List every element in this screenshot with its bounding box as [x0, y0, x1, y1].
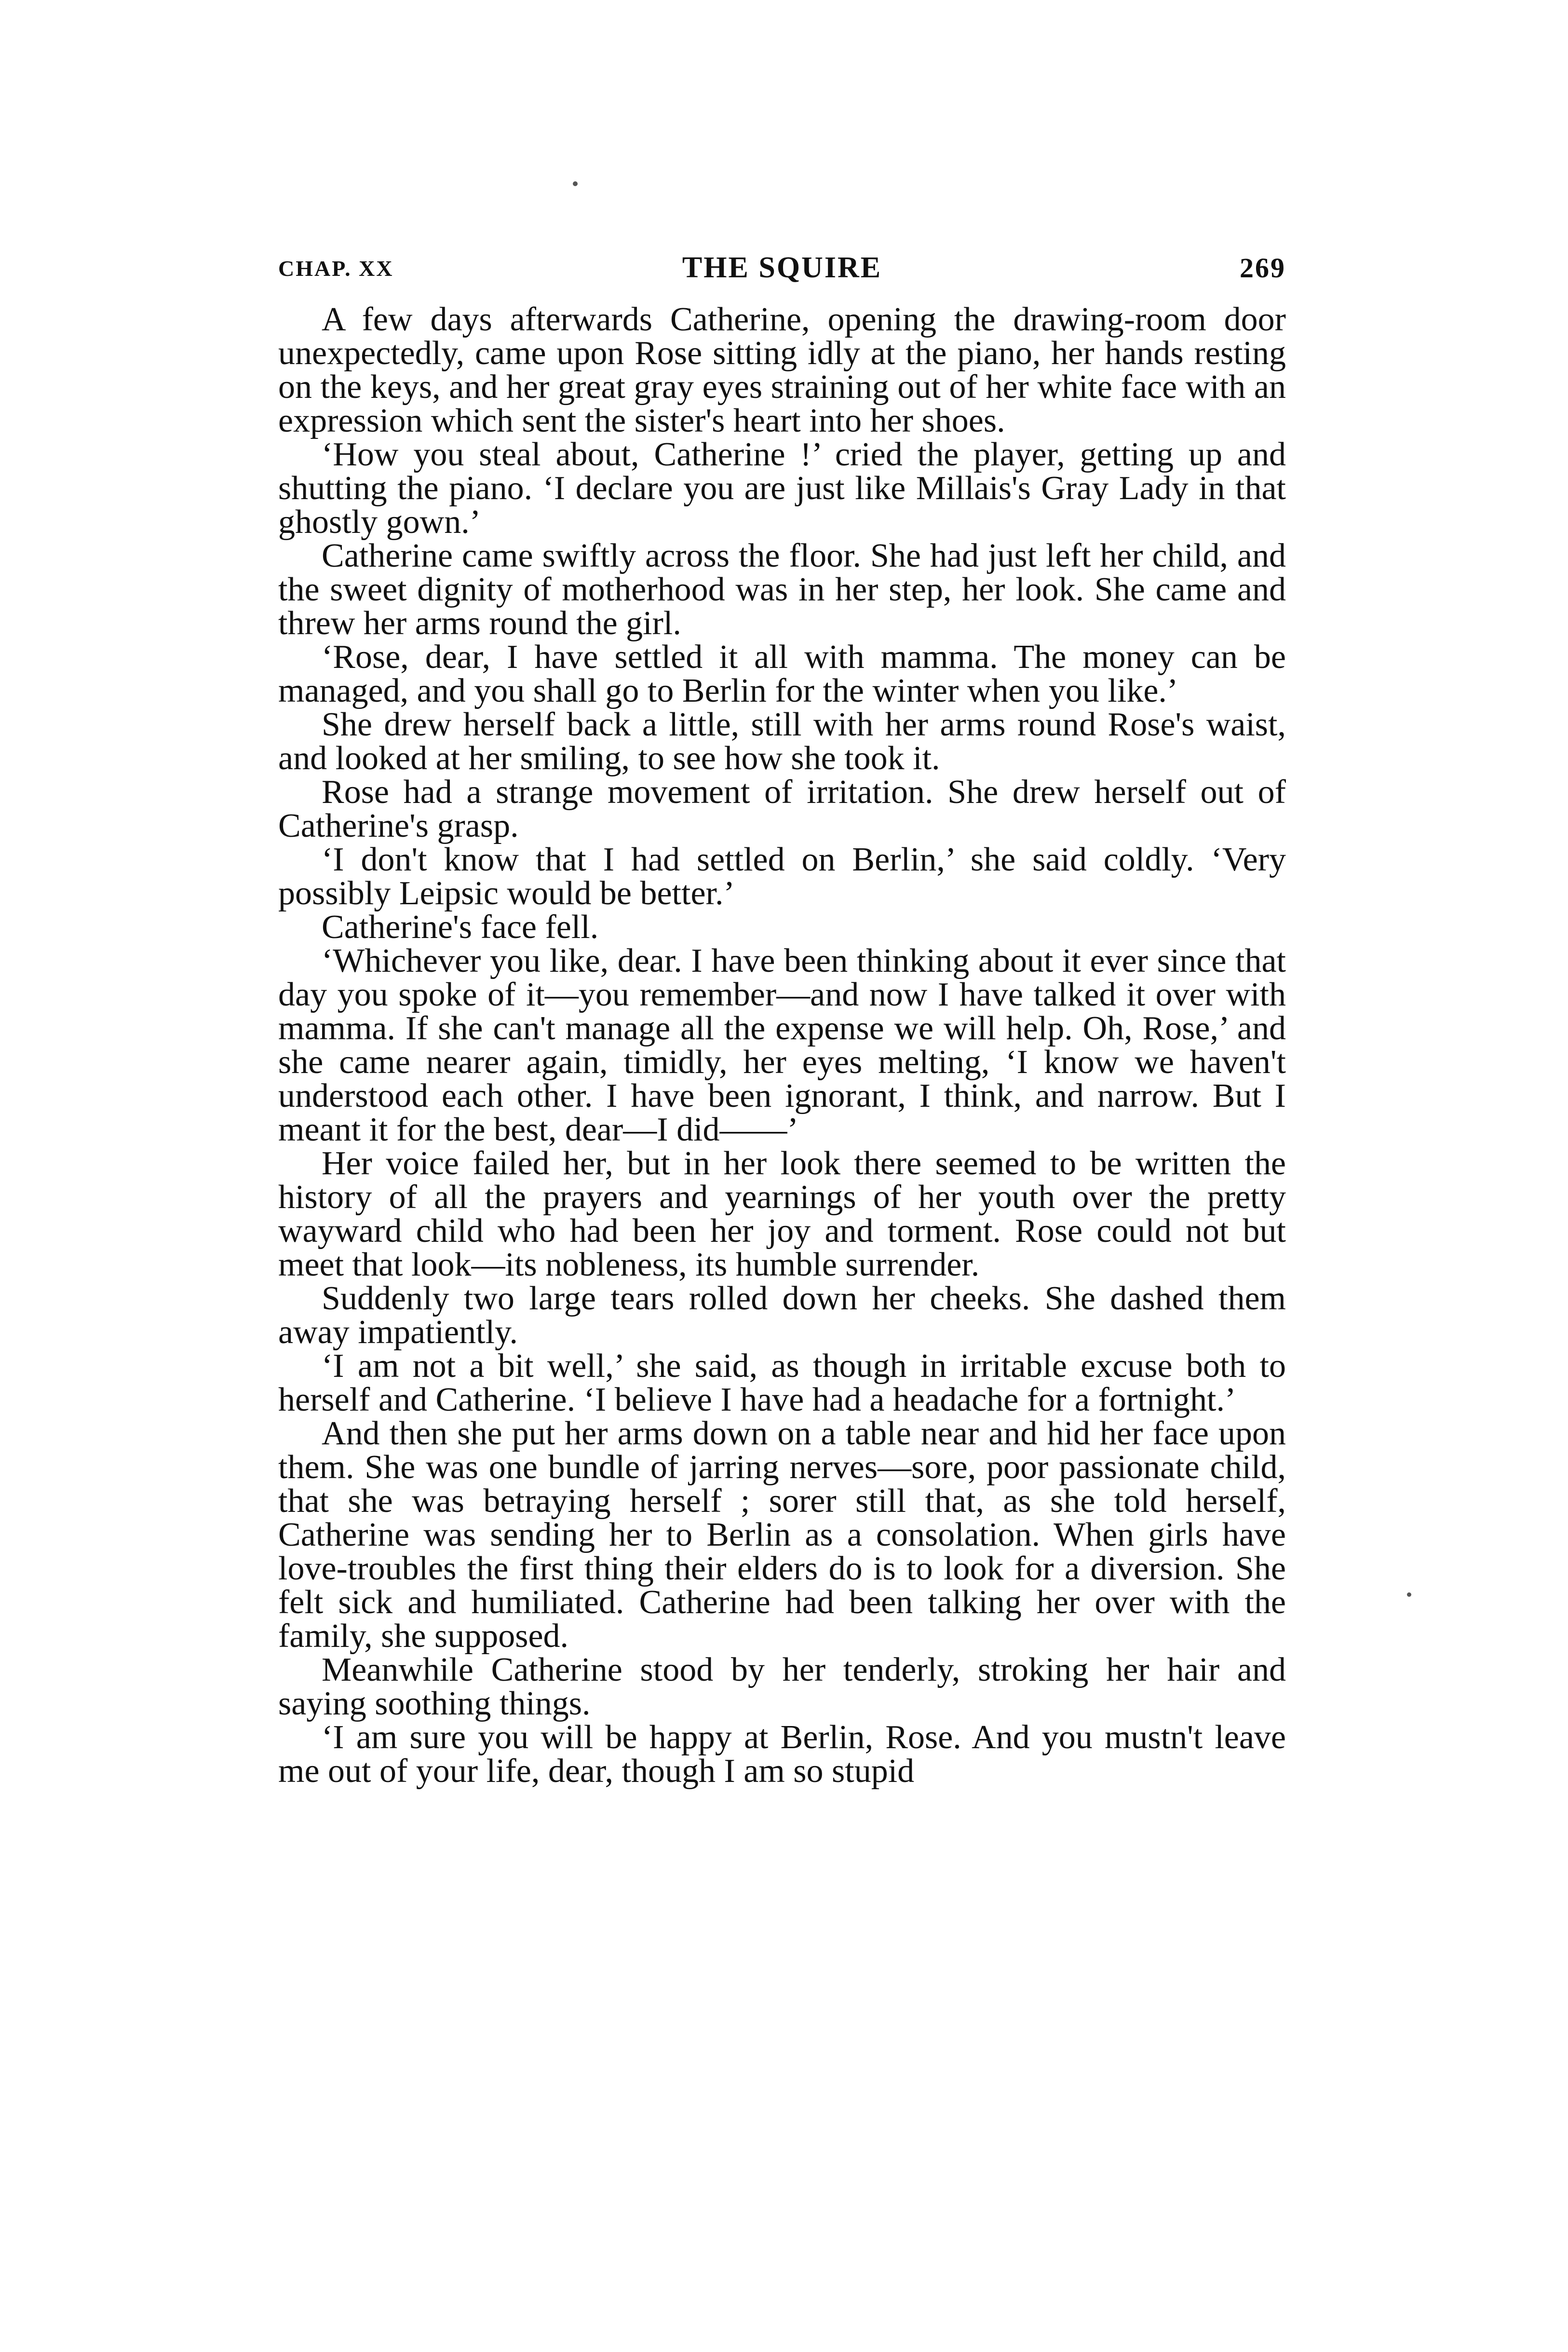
- paragraph: ‘I am sure you will be happy at Berlin, Rose. And you mustn't leave me out of your life, dear, though I am so stupid: [278, 1719, 1286, 1790]
- paragraph: A few days afterwards Catherine, opening the drawing-room door unexpectedly, came upon Rose sitting idly at the piano, her hands resting on the keys, and her great gray eyes straining out of her white face with an expression which sent the sister's heart into her shoes.: [278, 301, 1286, 439]
- stray-mark-right: [1407, 1592, 1411, 1597]
- paragraph: Catherine came swiftly across the floor. She had just left her child, and the sweet dignity of motherhood was in her step, her look. She came and threw her arms round the girl.: [278, 537, 1286, 642]
- chapter-label: CHAP. XX: [278, 256, 394, 281]
- paragraph: Suddenly two large tears rolled down her cheeks. She dashed them away impatiently.: [278, 1280, 1286, 1351]
- body-text: [278, 303, 1286, 1788]
- running-title: THE SQUIRE: [682, 251, 882, 284]
- paragraph: Catherine's face fell.: [322, 909, 599, 946]
- paragraph: ‘I don't know that I had settled on Berlin,’ she said coldly. ‘Very possibly Leipsic would be better.’: [278, 841, 1286, 912]
- paragraph: ‘How you steal about, Catherine !’ cried the player, getting up and shutting the piano. ‘I declare you are just like Millais's Gray Lady in that ghostly gown.’: [278, 436, 1286, 541]
- paragraph: Her voice failed her, but in her look there seemed to be written the history of all the prayers and yearnings of her youth over the pretty wayward child who had been her joy and torment. Rose could not but meet that look—its nobleness, its humble surrender.: [278, 1145, 1286, 1283]
- paragraph: She drew herself back a little, still with her arms round Rose's waist, and looked at her smiling, to see how she took it.: [278, 706, 1286, 777]
- paragraph: ‘Whichever you like, dear. I have been thinking about it ever since that day you spoke of it—you remember—and now I have talked it over with mamma. If she can't manage all the expense we will help. Oh, Rose,’ and she came nearer again, timidly, her eyes melting, ‘I know we haven't understood each other. I have been ignorant, I think, and narrow. But I meant it for the best, dear—I did——’: [278, 942, 1286, 1148]
- page-number: 269: [1240, 252, 1286, 284]
- running-header: [278, 251, 1286, 289]
- paragraph: ‘I am not a bit well,’ she said, as though in irritable excuse both to herself and Catherine. ‘I believe I have had a headache for a fortnight.’: [278, 1347, 1286, 1418]
- paragraph: Rose had a strange movement of irritation. She drew herself out of Catherine's grasp.: [278, 774, 1286, 844]
- stray-mark-top: [573, 181, 578, 186]
- paragraph: ‘Rose, dear, I have settled it all with mamma. The money can be managed, and you shall go to Berlin for the winter when you like.’: [278, 639, 1286, 709]
- paragraph: Meanwhile Catherine stood by her tenderly, stroking her hair and saying soothing things.: [278, 1651, 1286, 1722]
- paragraph: And then she put her arms down on a table near and hid her face upon them. She was one bundle of jarring nerves—sore, poor passionate child, that she was betraying herself ; sorer still that, as she told herself, Catherine was sending her to Berlin as a consolation. When girls have love-troubles the first thing their elders do is to look for a diversion. She felt sick and humiliated. Catherine had been talking her over with the family, she supposed.: [278, 1415, 1286, 1655]
